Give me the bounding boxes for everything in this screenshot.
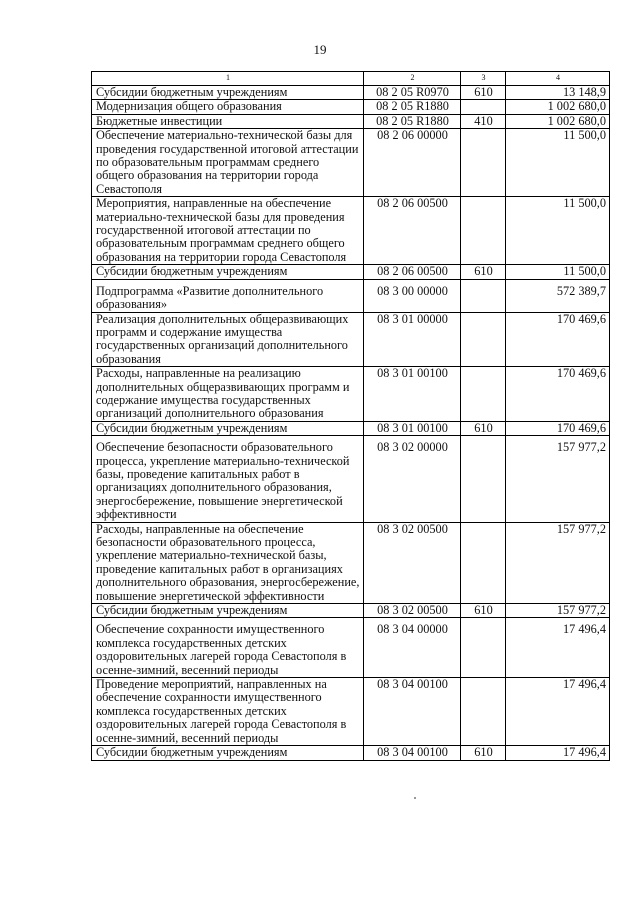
header-col-name: 1 [92, 72, 364, 86]
header-col-amount: 4 [506, 72, 610, 86]
row-vr: 610 [461, 746, 506, 760]
budget-table [91, 71, 610, 761]
row-name: Подпрограмма «Развитие дополнительного образования» [92, 279, 364, 312]
table-row [92, 86, 610, 100]
row-name: Субсидии бюджетным учреждениям [92, 421, 364, 435]
row-amount: 170 469,6 [506, 421, 610, 435]
row-code: 08 3 04 00100 [364, 678, 461, 746]
row-vr [461, 279, 506, 312]
row-name: Субсидии бюджетным учреждениям [92, 265, 364, 279]
row-amount: 572 389,7 [506, 279, 610, 312]
row-vr [461, 367, 506, 422]
row-code: 08 3 01 00100 [364, 421, 461, 435]
row-vr [461, 678, 506, 746]
row-vr: 610 [461, 604, 506, 618]
scan-speck [414, 797, 416, 799]
row-code: 08 3 01 00100 [364, 367, 461, 422]
row-vr: 610 [461, 421, 506, 435]
row-code: 08 3 04 00000 [364, 618, 461, 678]
row-code: 08 3 01 00000 [364, 312, 461, 367]
row-name: Модернизация общего образования [92, 100, 364, 114]
row-code: 08 3 02 00500 [364, 604, 461, 618]
table-row [92, 522, 610, 603]
table-row [92, 114, 610, 128]
row-vr [461, 522, 506, 603]
row-vr [461, 436, 506, 522]
row-amount: 1 002 680,0 [506, 114, 610, 128]
row-name: Обеспечение безопасности образовательного процесса, укрепление материально-технической базы, проведение капитальных работ в организациях дополнительного образования, энергосбережение, повышение энергетической эффективности [92, 436, 364, 522]
row-code: 08 3 02 00500 [364, 522, 461, 603]
row-name: Расходы, направленные на реализацию дополнительных общеразвивающих программ и содержание имущества государственных организаций дополнительного образования [92, 367, 364, 422]
row-name: Обеспечение материально-технической базы для проведения государственной итоговой аттестации по образовательным программам среднего общего образования на территории города Севастополя [92, 129, 364, 197]
row-name: Проведение мероприятий, направленных на обеспечение сохранности имущественного комплекса государственных детских оздоровительных лагерей города Севастополя в осенне-зимний, весенний периоды [92, 678, 364, 746]
row-amount: 17 496,4 [506, 618, 610, 678]
row-vr: 610 [461, 86, 506, 100]
row-amount: 170 469,6 [506, 367, 610, 422]
table-row [92, 746, 610, 760]
row-code: 08 2 06 00500 [364, 265, 461, 279]
row-vr [461, 618, 506, 678]
row-code: 08 2 05 R1880 [364, 114, 461, 128]
row-vr [461, 100, 506, 114]
row-name: Расходы, направленные на обеспечение безопасности образовательного процесса, укрепление материально-технической базы, проведение капитальных работ в организациях дополнительного образования, энергосбережение, повышение энергетической эффективности [92, 522, 364, 603]
table-row [92, 265, 610, 279]
table-row [92, 421, 610, 435]
row-code: 08 2 05 R0970 [364, 86, 461, 100]
row-code: 08 3 00 00000 [364, 279, 461, 312]
row-amount: 170 469,6 [506, 312, 610, 367]
row-code: 08 2 06 00500 [364, 197, 461, 265]
row-vr [461, 129, 506, 197]
header-row [92, 72, 610, 86]
table-row [92, 197, 610, 265]
table-row [92, 678, 610, 746]
row-amount: 17 496,4 [506, 678, 610, 746]
row-name: Бюджетные инвестиции [92, 114, 364, 128]
row-amount: 13 148,9 [506, 86, 610, 100]
table-row [92, 100, 610, 114]
row-amount: 17 496,4 [506, 746, 610, 760]
row-name: Обеспечение сохранности имущественного комплекса государственных детских оздоровительных лагерей города Севастополя в осенне-зимний, весенний периоды [92, 618, 364, 678]
row-name: Реализация дополнительных общеразвивающих программ и содержание имущества государственных организаций дополнительного образования [92, 312, 364, 367]
table-row [92, 604, 610, 618]
table-row [92, 618, 610, 678]
row-amount: 11 500,0 [506, 265, 610, 279]
row-amount: 11 500,0 [506, 129, 610, 197]
row-vr [461, 197, 506, 265]
row-amount: 157 977,2 [506, 436, 610, 522]
row-vr: 610 [461, 265, 506, 279]
table-row [92, 279, 610, 312]
row-amount: 157 977,2 [506, 604, 610, 618]
row-name: Субсидии бюджетным учреждениям [92, 746, 364, 760]
row-amount: 1 002 680,0 [506, 100, 610, 114]
row-name: Субсидии бюджетным учреждениям [92, 604, 364, 618]
row-vr: 410 [461, 114, 506, 128]
table-row [92, 129, 610, 197]
page-number: 19 [313, 42, 327, 57]
table-row [92, 312, 610, 367]
row-amount: 11 500,0 [506, 197, 610, 265]
table-row [92, 436, 610, 522]
row-code: 08 3 02 00000 [364, 436, 461, 522]
table-row [92, 367, 610, 422]
row-code: 08 2 06 00000 [364, 129, 461, 197]
row-code: 08 2 05 R1880 [364, 100, 461, 114]
header-col-code: 2 [364, 72, 461, 86]
row-name: Мероприятия, направленные на обеспечение материально-технической базы для проведения государственной итоговой аттестации по образовательным программам среднего общего образования на территории города Севастополя [92, 197, 364, 265]
row-name: Субсидии бюджетным учреждениям [92, 86, 364, 100]
row-vr [461, 312, 506, 367]
row-amount: 157 977,2 [506, 522, 610, 603]
row-code: 08 3 04 00100 [364, 746, 461, 760]
header-col-vr: 3 [461, 72, 506, 86]
